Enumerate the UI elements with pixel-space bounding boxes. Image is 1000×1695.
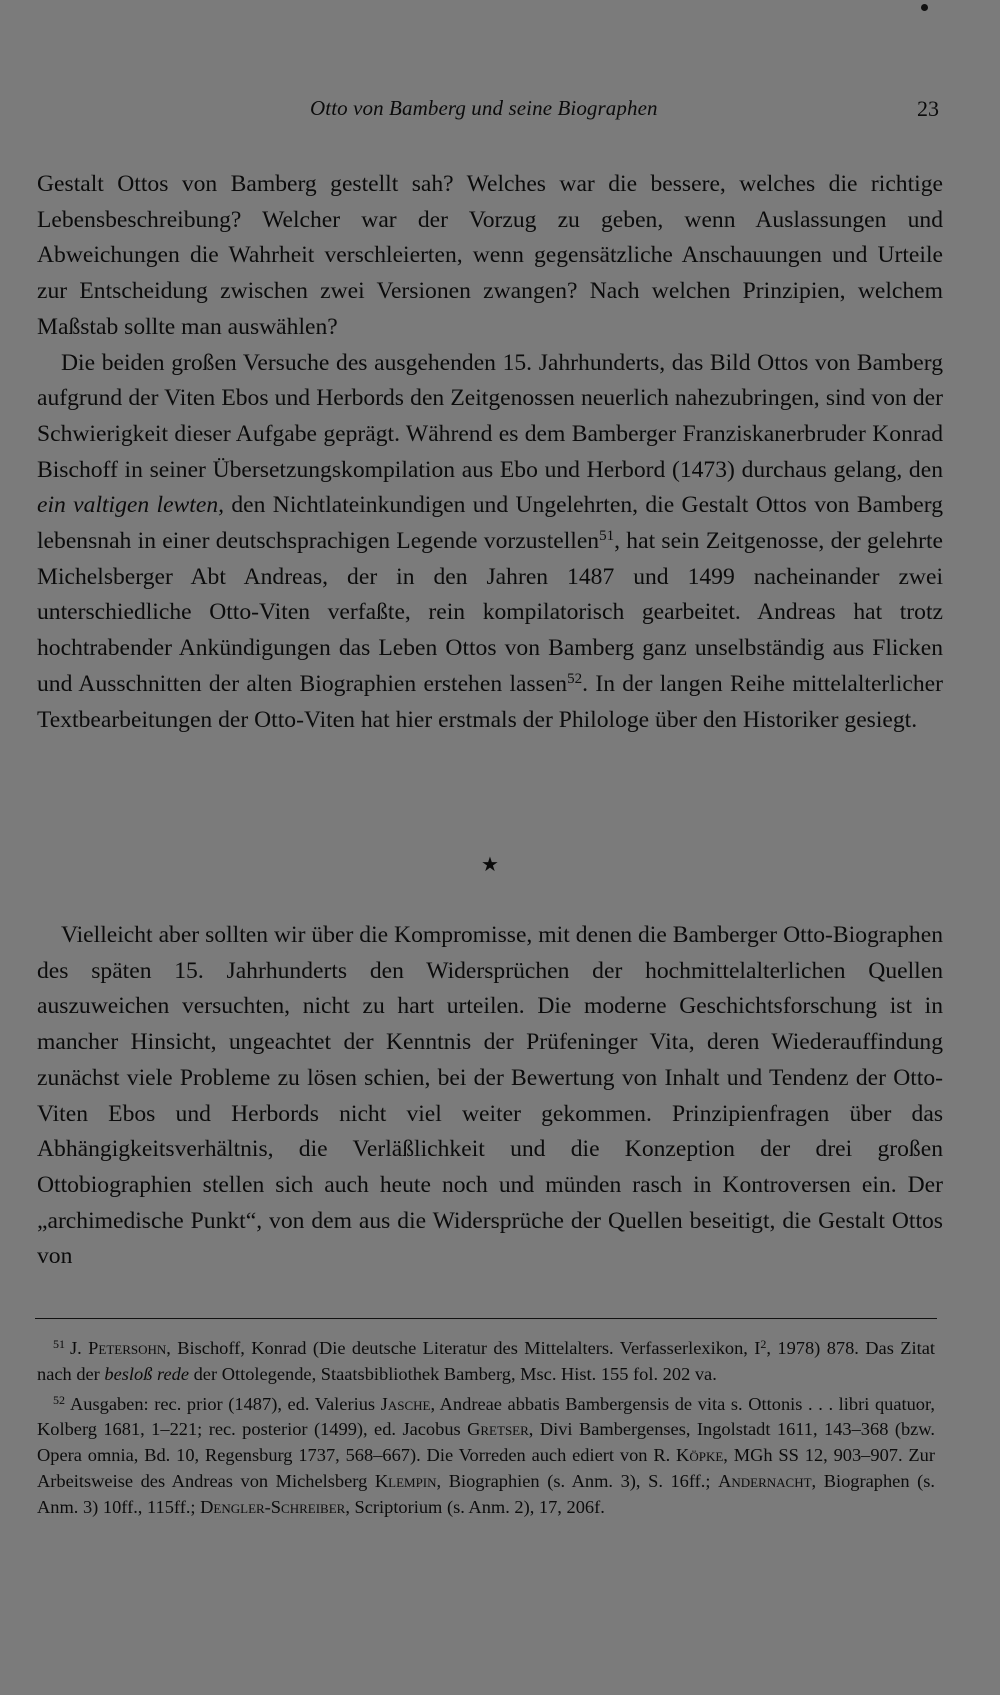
running-title: Otto von Bamberg und seine Biographen xyxy=(310,96,658,120)
paragraph: Gestalt Ottos von Bamberg gestellt sah? Welches war die bessere, welches die richtige Lebensbeschreibung? Welcher war der Vorzug zu geben, wenn Auslassungen und Abweichungen die Wahrheit verschleierten, wenn gegensätzliche Anschauungen und Urteile zur Entscheidung zwischen zwei Versionen zwangen? Nach welchen Prinzipien, welchem Maßstab sollte man auswählen? xyxy=(37,171,943,340)
paragraph: Die beiden großen Versuche des ausgehenden 15. Jahrhunderts, das Bild Ottos von Bamberg aufgrund der Viten Ebos und Herbords den Zeitgenossen neuerlich nahezubringen, sind von der Schwierigkeit dieser Aufgabe geprägt. Während es dem Bamberger Franziskanerbruder Konrad Bischoff in seiner Übersetzungskompilation aus Ebo und Herbord (1473) durchaus gelang, den ein valtigen lewten, den Nichtlateinkundigen und Ungelehrten, die Gestalt Ottos von Bamberg lebensnah in einer deutschsprachigen Legende vorzustellen$^{51}$, hat sein Zeitgenosse, der gelehrte Michelsberger Abt Andreas, der in den Jahren 1487 und 1499 nacheinander zwei unterschiedliche Otto-Viten verfaßte, rein kompilatorisch gearbeitet. Andreas hat trotz hochtrabender Ankündigungen das Leben Ottos von Bamberg ganz unselbständig aus Flicken und Ausschnitten der alten Biographien erstehen lassen$^{52}$. In der langen Reihe mittelalterlicher Textbearbeitungen der Otto-Viten hat hier erstmals der Philologe über den Historiker gesiegt. xyxy=(37,349,943,733)
author-name: Dengler-Schreiber xyxy=(200,1496,346,1517)
footnote-ref: 51 xyxy=(599,528,615,545)
author-name: Köpke xyxy=(676,1445,724,1466)
author-name: Klempin xyxy=(374,1470,437,1491)
footnote-number: 51 xyxy=(53,1337,65,1351)
author-name: Andernacht xyxy=(718,1470,812,1491)
paragraph: Vielleicht aber sollten wir über die Kompromisse, mit denen die Bamberger Otto-Biographen des späten 15. Jahrhunderts den Widersprüchen der hochmittelalterlichen Quellen auszuweichen versuchten, nicht zu hart urteilen. Die moderne Geschichtsforschung ist in mancher Hinsicht, ungeachtet der Kenntnis der Prüfeninger Vita, deren Wiederauffindung zunächst viele Probleme zu lösen schien, bei der Bewertung von Inhalt und Tendenz der Otto-Viten Ebos und Herbords nicht viel weiter gekommen. Prinzipienfragen über das Abhängigkeitsverhältnis, die Verläßlichkeit und die Konzeption der drei großen Ottobiographien stellen sich auch heute noch und münden rasch in Kontroversen ein. Der „archimedische Punkt“, von dem aus die Widersprüche der Quellen beseitigt, die Gestalt Ottos von xyxy=(37,922,943,1270)
scan-speck xyxy=(921,4,928,11)
body-section-2 xyxy=(37,918,943,1275)
footnote-rule xyxy=(35,1318,937,1319)
italic-quote: besloß rede xyxy=(104,1363,190,1384)
footnote-number: 52 xyxy=(53,1392,65,1407)
footnote: $^{52}$ Ausgaben: rec. prior (1487), ed. Valerius Jasche, Andreae abbatis Bambergensis de vita s. Ottonis . . . libri quatuor, Kolberg 1681, 1–221; rec. posterior (1499), ed. Jacobus Gretser, Divi Bambergenses, Ingolstadt 1611, 143–368 (bzw. Opera omnia, Bd. 10, Regensburg 1737, 568–667). Die Vorreden auch ediert von R. Köpke, MGh SS 12, 903–907. Zur Arbeitsweise des Andreas von Michelsberg Klempin, Biographien (s. Anm. 3), S. 16ff.; Andernacht, Biographen (s. Anm. 3) 10ff., 115ff.; Dengler-Schreiber, Scriptorium (s. Anm. 2), 17, 206f. xyxy=(37,1392,935,1517)
section-separator: ★ xyxy=(481,854,499,876)
italic-quote: ein valtigen lewten, xyxy=(37,492,225,519)
footnote-ref: 52 xyxy=(567,670,583,687)
footnotes xyxy=(37,1332,935,1521)
footnote: $^{51}$ J. Petersohn, Bischoff, Konrad (Die deutsche Literatur des Mittelalters. Verfasserlexikon, $I^2$, 1978) 878. Das Zitat nach der besloß rede der Ottolegende, Staatsbibliothek Bamberg, Msc. Hist. 155 fol. 202 va. xyxy=(37,1337,935,1384)
page-number: 23 xyxy=(917,96,939,121)
author-name: Petersohn xyxy=(88,1338,167,1358)
author-name: Gretser xyxy=(467,1419,529,1440)
author-name: Jasche xyxy=(380,1393,431,1414)
body-section-1 xyxy=(37,167,943,738)
